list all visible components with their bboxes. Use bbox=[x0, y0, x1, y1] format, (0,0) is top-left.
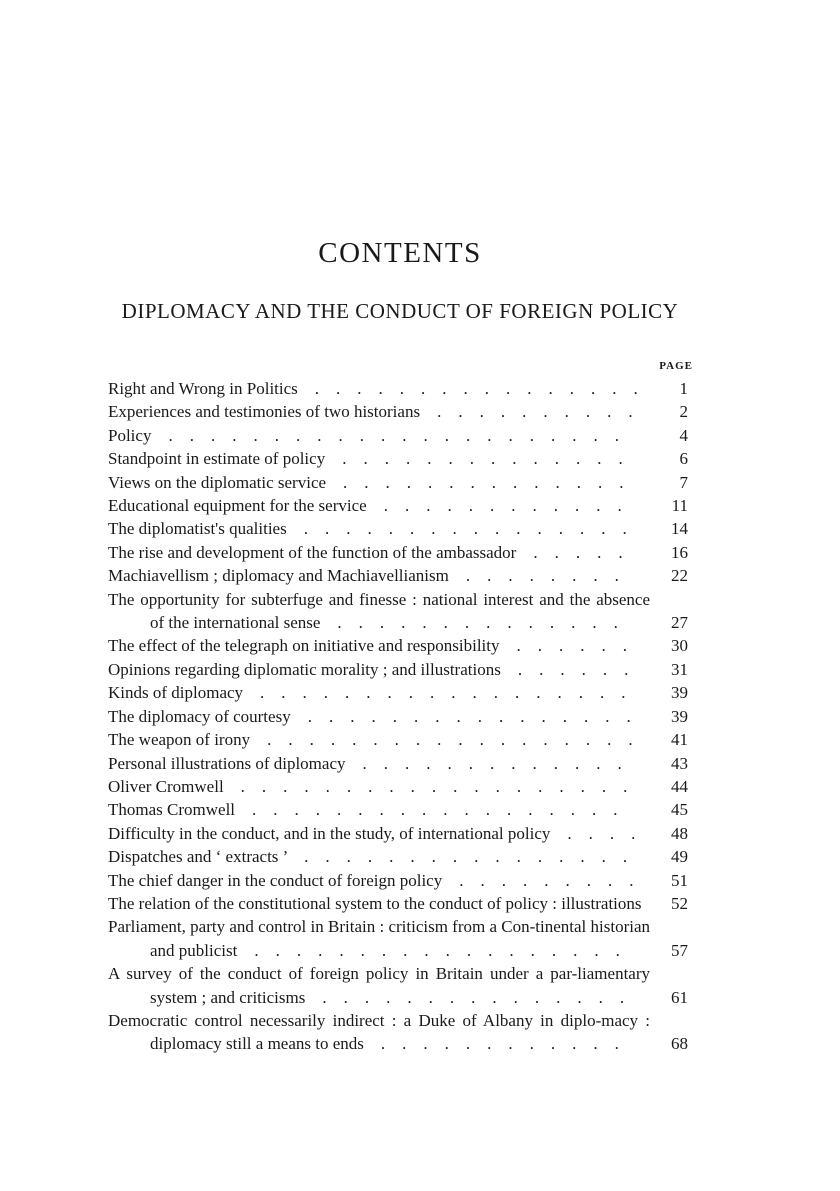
leader-dots: . . . . . . . . . . bbox=[420, 402, 633, 422]
toc-entry-page: 11 bbox=[671, 496, 688, 516]
toc-entry-page: 52 bbox=[671, 893, 688, 913]
toc-entry-title: The effect of the telegraph on initiative and responsibility . . . . . . bbox=[108, 636, 628, 656]
toc-entry-page: 45 bbox=[671, 800, 688, 820]
leader-dots: . . . . . . . . . . . . . . . . bbox=[297, 379, 638, 398]
toc-entry bbox=[108, 564, 694, 587]
table-of-contents bbox=[108, 377, 694, 1056]
toc-entry-page: 51 bbox=[671, 870, 688, 890]
leader-dots: . . . . . . . . bbox=[448, 566, 619, 586]
toc-entry-title: Standpoint in estimate of policy . . . . . . . . . . . . . . bbox=[108, 449, 623, 469]
toc-entry bbox=[108, 728, 694, 751]
toc-entry-page: 41 bbox=[671, 730, 688, 750]
toc-entry-page: 7 bbox=[679, 472, 688, 492]
toc-entry bbox=[108, 377, 694, 400]
toc-entry bbox=[108, 658, 694, 681]
leader-dots: . . . . . . . . . . . . . . . . bbox=[290, 706, 631, 726]
toc-entry-page: 49 bbox=[671, 847, 688, 867]
leader-dots: . . . . . . . . . . . . bbox=[366, 496, 622, 516]
toc-entry bbox=[108, 588, 694, 635]
leader-dots: . . . . . . . . . . . . . . . . bbox=[286, 519, 627, 539]
toc-entry-title: Dispatches and ‘ extracts ’ . . . . . . . . . . . . . . . . bbox=[108, 847, 628, 867]
toc-entry-title: Parliament, party and control in Britain : criticism from a Con-tinental historian and publicist . . . . . . . . . . . . . . . . . . bbox=[108, 917, 650, 960]
toc-entry bbox=[108, 471, 694, 494]
toc-entry-page: 48 bbox=[671, 823, 688, 843]
toc-entry-title: Opinions regarding diplomatic morality ; and illustrations . . . . . . bbox=[108, 659, 629, 679]
toc-entry-title: Difficulty in the conduct, and in the study, of international policy . . . . bbox=[108, 823, 636, 843]
toc-entry bbox=[108, 1009, 694, 1056]
toc-entry-page: 4 bbox=[679, 425, 688, 445]
toc-entry-title: Kinds of diplomacy . . . . . . . . . . . . . . . . . . bbox=[108, 683, 626, 703]
leader-dots: . . . . . bbox=[516, 542, 623, 562]
leader-dots: . . . . . . . . . . . . . . bbox=[320, 613, 618, 633]
toc-entry-page: 44 bbox=[671, 776, 688, 796]
toc-entry-page: 43 bbox=[671, 753, 688, 773]
toc-entry-page: 57 bbox=[671, 940, 688, 960]
toc-entry-title: Experiences and testimonies of two historians . . . . . . . . . . bbox=[108, 402, 633, 422]
leader-dots: . . . . . . . . . . . . . . . . . . bbox=[250, 730, 633, 750]
toc-entry-page: 39 bbox=[671, 706, 688, 726]
toc-entry bbox=[108, 752, 694, 775]
toc-entry-title: Educational equipment for the service . . . . . . . . . . . . bbox=[108, 496, 622, 516]
section-title: DIPLOMACY AND THE CONDUCT OF FOREIGN POLICY bbox=[121, 299, 679, 323]
toc-entry-page: 27 bbox=[671, 613, 688, 633]
toc-entry bbox=[108, 798, 694, 821]
toc-entry-title: Right and Wrong in Politics . . . . . . . . . . . . . . . . bbox=[108, 379, 638, 398]
toc-entry-page: 61 bbox=[671, 987, 688, 1007]
toc-entry-page: 1 bbox=[679, 379, 688, 398]
leader-dots: . . . . . . bbox=[500, 659, 629, 679]
toc-entry bbox=[108, 400, 694, 423]
toc-entry-page: 22 bbox=[671, 566, 688, 586]
leader-dots: . . . . . . . . . . . . . . . . . . bbox=[237, 940, 620, 960]
page-column-label: PAGE bbox=[659, 360, 693, 372]
toc-entry bbox=[108, 775, 694, 798]
toc-entry-title: The diplomacy of courtesy . . . . . . . . . . . . . . . . bbox=[108, 706, 631, 726]
toc-entry bbox=[108, 494, 694, 517]
leader-dots: . . . . . . . . . bbox=[442, 870, 634, 890]
leader-dots: . . . . . . . . . . . . . . . . . . . . . . bbox=[151, 425, 619, 445]
toc-entry bbox=[108, 634, 694, 657]
leader-dots: . . . . . . . . . . . . . . . . . . bbox=[243, 683, 626, 703]
toc-entry bbox=[108, 424, 694, 447]
toc-entry-title: Machiavellism ; diplomacy and Machiavellianism . . . . . . . . bbox=[108, 566, 619, 586]
leader-dots: . . . . . . . . . . . . bbox=[363, 1034, 619, 1054]
toc-entry-title: The rise and development of the function of the ambassador . . . . . bbox=[108, 542, 623, 562]
toc-entry-title: The weapon of irony . . . . . . . . . . . . . . . . . . bbox=[108, 730, 633, 750]
toc-entry-title: Personal illustrations of diplomacy . . . . . . . . . . . . . bbox=[108, 753, 622, 773]
leader-dots: . . . . . . . . . . . . . . . . bbox=[287, 847, 628, 867]
toc-entry bbox=[108, 845, 694, 868]
leader-dots: . . . . . . . . . . . . . . bbox=[325, 449, 623, 469]
leader-dots: . . . . . . . . . . . . . . . . . . bbox=[235, 800, 618, 820]
leader-dots: . . . . . . bbox=[499, 636, 628, 656]
toc-entry-page: 68 bbox=[671, 1034, 688, 1054]
toc-entry-title: The diplomatist's qualities . . . . . . . . . . . . . . . . bbox=[108, 519, 627, 539]
toc-entry-title: Democratic control necessarily indirect : a Duke of Albany in diplo-macy : diplomacy still a means to ends . . . . . . . . . . . . bbox=[108, 1010, 650, 1054]
toc-entry-title: The relation of the constitutional system to the conduct of policy : illustrations bbox=[108, 893, 642, 913]
toc-entry bbox=[108, 447, 694, 470]
leader-dots: . . . . . . . . . . . . . . bbox=[326, 472, 624, 492]
toc-entry bbox=[108, 681, 694, 704]
toc-entry-page: 6 bbox=[679, 449, 688, 469]
toc-entry bbox=[108, 705, 694, 728]
toc-entry-title: Thomas Cromwell . . . . . . . . . . . . . . . . . . bbox=[108, 800, 618, 820]
toc-entry-page: 14 bbox=[671, 519, 688, 539]
toc-entry-page: 16 bbox=[671, 542, 688, 562]
toc-entry-page: 2 bbox=[679, 402, 688, 422]
toc-entry-title: Views on the diplomatic service . . . . . . . . . . . . . . bbox=[108, 472, 624, 492]
leader-dots: . . . . . . . . . . . . . . . . . . . bbox=[223, 776, 628, 796]
leader-dots: . . . . . . . . . . . . . . . bbox=[305, 987, 625, 1007]
leader-dots: . . . . . . . . . . . . . bbox=[345, 753, 622, 773]
page-heading: CONTENTS bbox=[318, 237, 482, 269]
toc-entry bbox=[108, 892, 694, 915]
toc-entry-page: 30 bbox=[671, 636, 688, 656]
toc-entry-title: The chief danger in the conduct of foreign policy . . . . . . . . . bbox=[108, 870, 634, 890]
toc-entry bbox=[108, 869, 694, 892]
toc-entry-page: 39 bbox=[671, 683, 688, 703]
toc-entry-title: Oliver Cromwell . . . . . . . . . . . . . . . . . . . bbox=[108, 776, 628, 796]
toc-entry bbox=[108, 915, 694, 962]
toc-entry bbox=[108, 822, 694, 845]
toc-entry bbox=[108, 541, 694, 564]
toc-entry-page: 31 bbox=[671, 659, 688, 679]
toc-entry-title: The opportunity for subterfuge and finesse : national interest and the absence of the international sense . . . . . . . . . . . . . . bbox=[108, 589, 650, 633]
leader-dots: . . . . bbox=[550, 823, 636, 843]
toc-entry-title: Policy . . . . . . . . . . . . . . . . . . . . . . bbox=[108, 425, 619, 445]
toc-entry bbox=[108, 962, 694, 1009]
toc-entry-title: A survey of the conduct of foreign policy in Britain under a par-liamentary system ; and criticisms . . . . . . . . . . . . . . . bbox=[108, 964, 650, 1007]
toc-entry bbox=[108, 517, 694, 540]
